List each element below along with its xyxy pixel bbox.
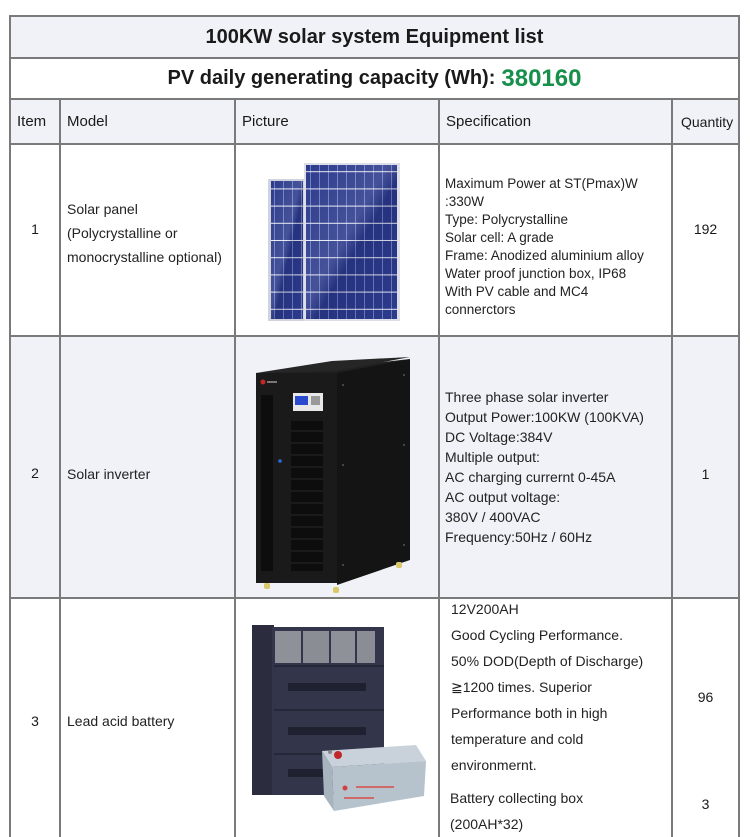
- quantity-value: 1: [701, 466, 710, 482]
- equipment-table: [9, 15, 740, 837]
- item-number: 2: [31, 465, 39, 481]
- model-name: Solar panel (Polycrystalline or monocrystalline optional): [67, 201, 222, 265]
- specification-extra-text: Battery collecting box (200AH*32): [450, 790, 584, 832]
- capacity-value: 380160: [501, 64, 582, 92]
- solar-inverter-image: [250, 355, 420, 595]
- solar-panel-image: [266, 155, 406, 325]
- col-header-picture: Picture: [234, 100, 438, 143]
- lead-acid-battery-image: [248, 621, 438, 816]
- table-title: [9, 15, 740, 57]
- specification-text: Three phase solar inverter Output Power:100KW (100KVA) DC Voltage:384V Multiple output: AC charging currernt 0-45A AC output voltage: 380V / 400VAC Frequency:50Hz / 60Hz: [445, 389, 644, 545]
- model-name: Solar inverter: [67, 466, 151, 482]
- table-row: [9, 335, 740, 597]
- specification-text: Maximum Power at ST(Pmax)W :330W Type: Polycrystalline Solar cell: A grade Frame: Anodized aluminium alloy Water proof junction box, IP68 With PV cable and MC4 connerctors: [445, 176, 644, 317]
- item-number: 3: [31, 713, 39, 729]
- col-header-quantity: Quantity: [671, 100, 738, 143]
- table-row: [9, 143, 740, 335]
- specification-text: 12V200AH Good Cycling Performance. 50% DOD(Depth of Discharge) ≧1200 times. Superior Performance both in high temperature and cold environmernt.: [451, 601, 644, 773]
- col-header-item: Item: [17, 113, 47, 130]
- quantity-value: 96: [697, 689, 714, 705]
- quantity-extra-value: 3: [701, 796, 710, 812]
- quantity-value: 192: [693, 221, 718, 237]
- table-row: [9, 597, 740, 837]
- capacity-label: PV daily generating capacity (Wh):: [167, 67, 496, 89]
- model-name: Lead acid battery: [67, 713, 175, 729]
- col-header-model: Model: [59, 100, 234, 143]
- capacity-row: [9, 57, 740, 98]
- col-header-specification: Specification: [438, 100, 671, 143]
- table-title-text: 100KW solar system Equipment list: [205, 25, 544, 48]
- item-number: 1: [31, 221, 39, 237]
- column-header-row: [9, 98, 740, 143]
